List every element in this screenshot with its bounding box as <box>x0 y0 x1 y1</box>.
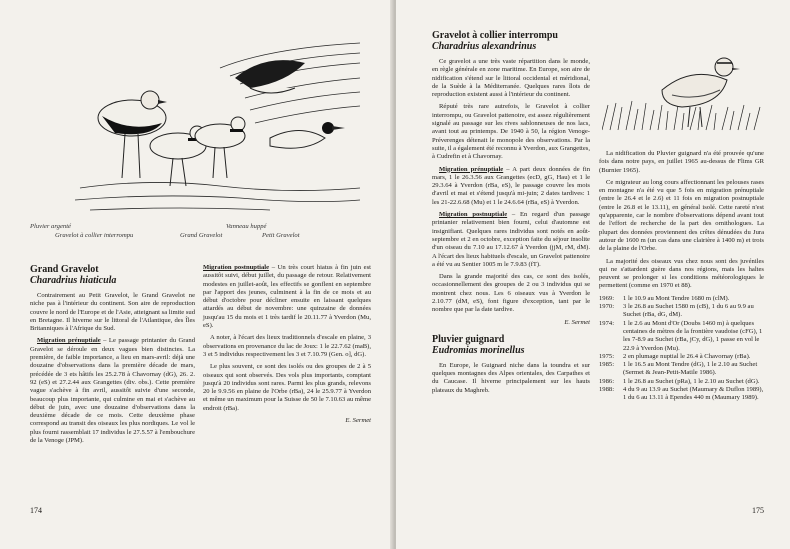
caption-gravelot-collier: Gravelot à collier interrompu <box>55 232 134 239</box>
observation-row: 1970: 3 le 26.8 au Suchet 1580 m (cB), 1 du 6 au 9.9 au Suchet (rBa, dG, dM). <box>599 303 754 319</box>
groups-paragraph: Le plus souvent, ce sont des isolés ou des groupes de 2 à 5 oiseaux qui sont observés. Des vols plus importants, comptant jusqu'à 20 individus sont rares. Parmi les plus grands, relevons 20 le 9.9.56 en plaine de l'Orbe (rBa), 24 le 25.9.77 à Yverdon et même un maximum pour la Suisse de 50 le 7.10.63 au même endroit (rBa). <box>203 363 371 412</box>
intro-paragraph: Contrairement au Petit Gravelot, le Grand Gravelot ne niche pas à l'intérieur du continent. Son aire de reproduction couvre le nord de l'Europe et de l'Asie, atteignant sa limite sud en Bretagne. Il hiverne sur le littoral de l'Atlantique, des Îles Britanniques à l'Afrique du Sud. <box>30 292 195 333</box>
nesting-paragraph: La nidification du Pluvier guignard n'a été prouvée qu'une fois dans notre pays, en juillet 1965 au-dessus de Flims GR (Burnier 1965). <box>599 150 764 174</box>
author-signature: E. Sermet <box>564 318 590 326</box>
dotterel-illustration <box>602 35 762 135</box>
observation-row: 1974: 1 le 2.6 au Mont d'Or (Doubs 1460 m) à quelques centaines de mètres de la frontière vaudoise (cFG), 1 les 7-8.9 au Suchet (rBa, jCy, dG), 1 passe en vol le 22.9 à Yverdon (Mu). <box>599 319 763 352</box>
caption-petit-gravelot: Petit Gravelot <box>262 232 300 239</box>
observation-row: 1969: 1 le 10.9 au Mont Tendre 1680 m (clM). <box>599 294 730 302</box>
postnuptial-paragraph: Migration postnuptiale – En regard d'un passage printanier relativement bien fourni, celui d'automne est insignifiant. Quelques rares individus sont notés en août-septembre et 2 en octobre, exception faite du séjour insolite d'un oiseau du 7.10 au 17.12.67 à Yverdon (jjM, rM, dM). A l'écart des lieux habituels d'escale, un Gravelot pattenoire a été vu au Sentier 1005 m le 7.9.83 (fT). <box>432 211 590 268</box>
left-column-1 <box>30 264 195 449</box>
section-latin-name: Charadrius alexandrinus <box>432 41 537 52</box>
section-latin-name: Eudromias morinellus <box>432 344 525 356</box>
section-title: Pluvier guignard <box>432 333 505 345</box>
right-column-1 <box>432 30 590 399</box>
observation-row: 1988: 4 du 9 au 13.9 au Suchet (Maumary & Duflon 1989), 1 du 6 au 13.11 à Ependes 440 m (Maumary 1989). <box>599 386 764 402</box>
left-page <box>0 0 394 549</box>
caption-grand-gravelot: Grand Gravelot <box>180 232 223 239</box>
observations-list <box>599 295 764 403</box>
prenuptial-paragraph: Migration prénuptiale – A part deux données de fin mars, 1 le 26.3.56 aux Grangettes (ecD, gG, Hau) et 1 le 29.3.64 à Yverdon (rBa, eS), le passage couvre les mois d'avril et mai et s'étend jusqu'à mi-juin; 2 dates tardives: 1 les 21-22.6.68 (Mu) et 1 le 24.6.64 (rBa, eS) à Yverdon. <box>432 165 591 206</box>
caption-pluvier-argente: Pluvier argenté <box>30 223 71 230</box>
majority-paragraph: La majorité des oiseaux vus chez nous sont des juvéniles qui ne s'attardent guère dans nos régions, mais les haltes peuvent se prolonger si les conditions météorologiques le permettent (comme en 1970 et 88). <box>599 257 764 290</box>
history-paragraph: Réputé très rare autrefois, le Gravelot à collier interrompu, ou Gravelot pattenoire, est assez régulièrement signalé au passage sur les rives sablonneuses de nos lacs, avant tout au printemps. De 1940 à 50, la région Venoge-Préverenges détenait le monopole des observations. Par la suite, il a également été reconnu à Yverdon, aux Grangettes, à Cudrefin et à Chavornay. <box>432 103 591 161</box>
section-latin-name: Charadrius hiaticula <box>30 275 117 286</box>
prenuptial-paragraph: Migration prénuptiale – Le passage printanier du Grand Gravelot se déroule en deux vagues bien distinctes. La première, de faible importance, a lieu en mars-avril: déjà une douzaine d'observations dans la première décade de mars, précédée de 3 ets hâtifs les 25.2.78 à Chavornay (dG), 26. 2. 92 (eS) et 27.2.44 aux Grangettes (div. obs.). Cette première vague s'achève à fin avril, aussitôt suivie d'une seconde, beaucoup plus importante, qui culmine en mai et s'achève au début de juin, avec une douzaine d'observations dans la deuxième décade de ce mois. Cette deuxième phase correspond au transit des oiseaux les plus nordiques. Le vol le plus fourni rassemblait 17 individus le 27.5.57 à l'embouchure de la Venoge (JPM). <box>30 337 195 445</box>
plover-illustration <box>70 28 370 218</box>
migration-paragraph: Ce migrateur au long cours affectionnant les pelouses rases en montagne n'a été vu que 5 fois en migration prénuptiale (entre le 26.4 et le 2.6) et 11 fois en migration postnuptiale (entre le 26.8 et le 13.11), en général isolé. Cette rareté n'est qu'apparente, car le nombre d'observations dépend avant tout de l'effort de recherche de la part des ornithologues. La plupart des données proviennent des crêtes dénudées du Jura autour de 1600 m (un cas dans une clairière à 1400 m) et trois de la plaine de l'Orbe. <box>599 178 764 253</box>
groups-paragraph: Dans la grande majorité des cas, ce sont des isolés, occasionnellement des groupes de 2 ou 3 individus qui se montrent chez nous. Les 6 oiseaux vus à Yverdon le 2.10.77 (dM, eS), font figure d'exception, tant par le nombre que par la date tardive. <box>432 273 590 314</box>
observation-row: 1975: 2 en plumage nuptial le 26.4 à Chavornay (rBa). <box>599 352 751 360</box>
section-title: Gravelot à collier interrompu <box>432 30 558 41</box>
page-number: 175 <box>752 506 764 515</box>
note-paragraph: A noter, à l'écart des lieux traditionnels d'escale en plaine, 3 observations en provenance du lac de Joux: 1 le 22.7.62 (maB), 3 et 5 individus respectivement les 3 et 7.10.79 (Gen. o], dG). <box>203 334 371 358</box>
page-number: 174 <box>30 506 42 515</box>
caption-vanneau-huppe: Vanneau huppé <box>226 223 267 230</box>
author-signature: E. Sermet <box>345 417 371 425</box>
intro-paragraph: Ce gravelot a une très vaste répartition dans le monde, en règle générale en zone maritime. En Europe, son aire de nidification s'étend sur le littoral occidental et méridional, de la Suède à la Méditerranée. Quelques rares îlots de reproduction existent aussi à l'intérieur du continent. <box>432 58 590 99</box>
left-column-2 <box>203 264 371 430</box>
right-column-2 <box>599 150 764 403</box>
postnuptial-paragraph: Migration postnuptiale – Un très court hiatus à fin juin est aussitôt suivi, début juillet, du passage de retour. Relativement modestes en juillet-août, les effectifs se gonflent en septembre par l'apport des jeunes, culminent à la fin de ce mois et au début d'octobre pour décliner ensuite en laissant quelques attardés au début de novembre: une quinzaine de données jusqu'au 15 du mois et 1 très tardif le 20.11.77 à Yverdon (Mu, eS). <box>203 264 372 330</box>
observation-row: 1986: 1 le 26.8 au Suchet (pRa), 1 le 2.10 au Suchet (dG). <box>599 377 760 385</box>
intro-paragraph: En Europe, le Guignard niche dans la toundra et sur quelques montagnes des Alpes orientales, des Carpathes et du Caucase. Il hiverne principalement sur les hauts plateaux du Maghreb. <box>432 361 590 394</box>
right-page <box>396 0 790 549</box>
section-title: Grand Gravelot <box>30 264 99 275</box>
observation-row: 1985: 1 le 16.5 au Mont Tendre (dG), 1 le 2.10 au Suchet (Sermet & Jean-Petit-Matile 1986). <box>599 361 758 377</box>
